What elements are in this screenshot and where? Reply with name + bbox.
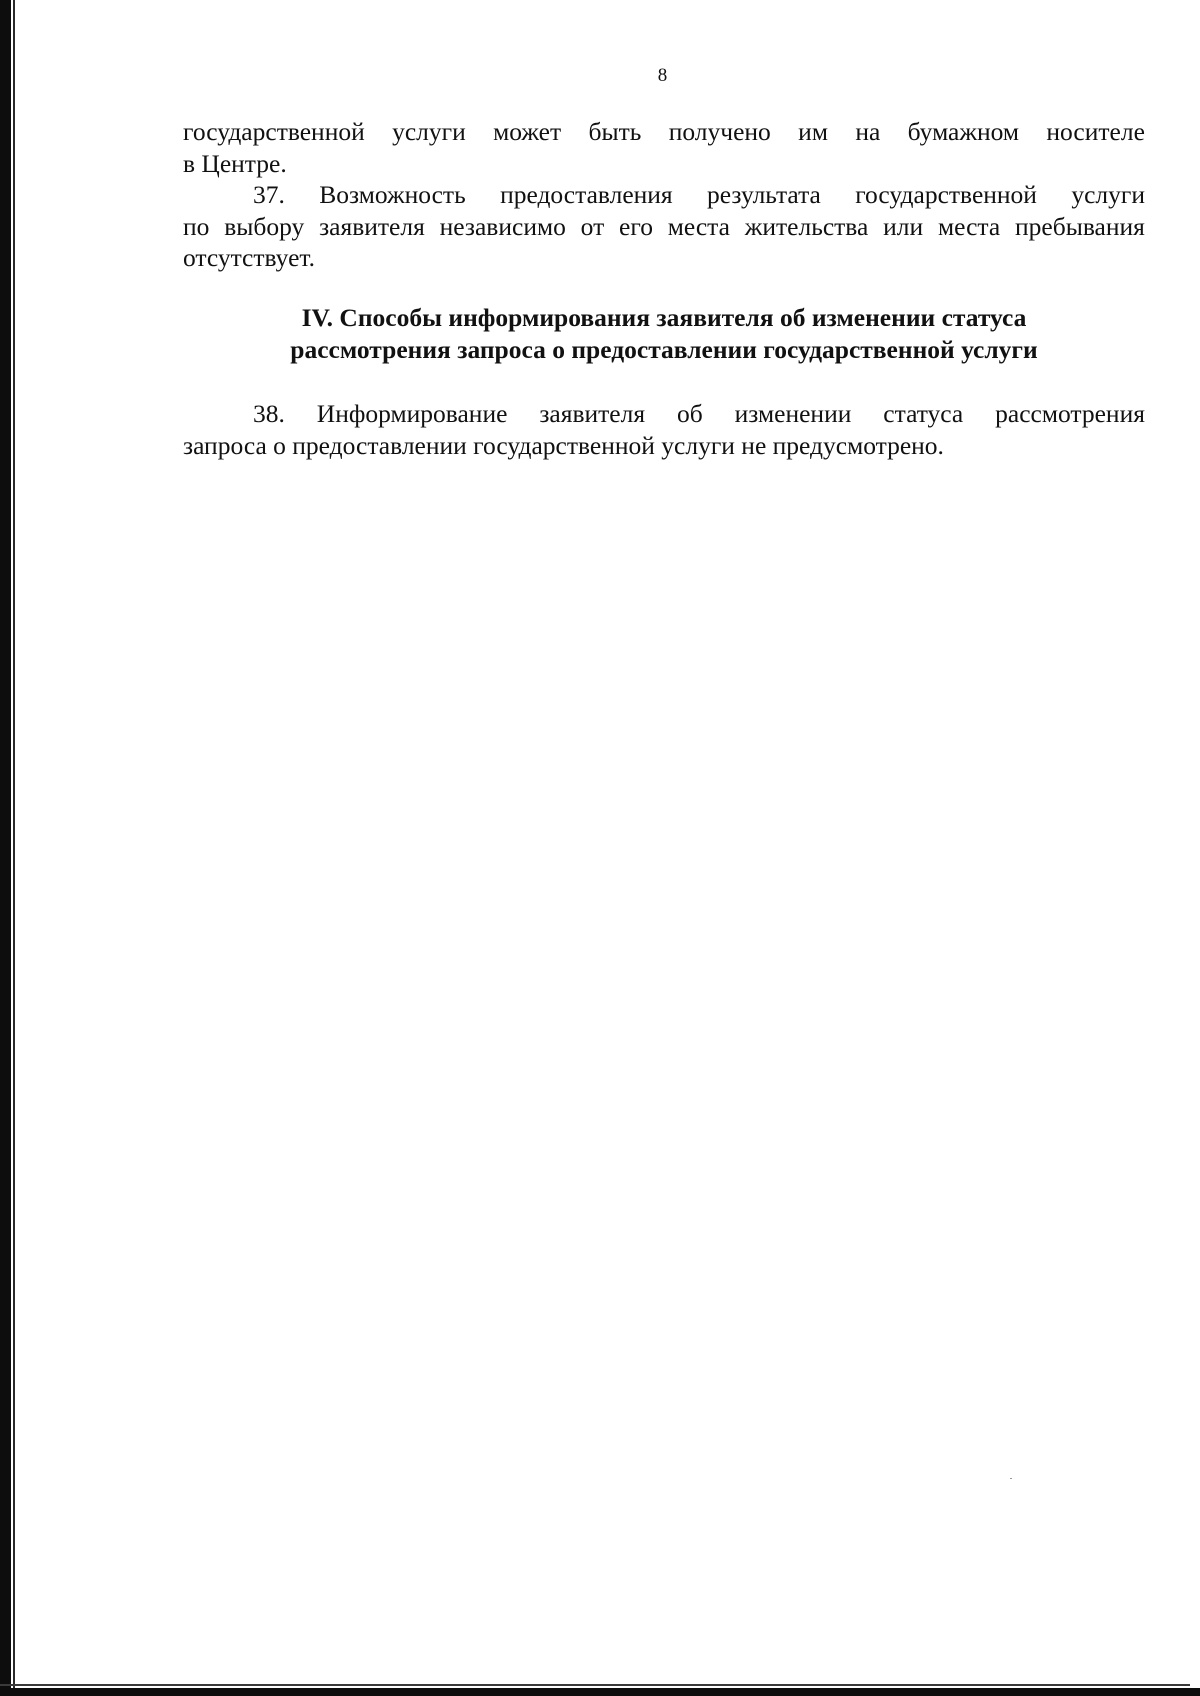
word: от xyxy=(580,211,605,241)
scan-border-left xyxy=(0,0,11,1696)
word: государственной xyxy=(855,180,1037,209)
word: 37. xyxy=(253,180,285,209)
scan-border-bottom xyxy=(0,1688,1200,1696)
word: бумажном xyxy=(907,117,1020,146)
heading-line: IV. Способы информирования заявителя об изменении статуса xyxy=(301,303,1027,332)
paragraph-continuation xyxy=(183,116,1145,179)
word: 38. xyxy=(253,399,285,428)
word: носителе xyxy=(1046,117,1145,146)
paragraph-line xyxy=(183,398,1145,430)
word: его xyxy=(619,211,653,241)
word: об xyxy=(677,399,703,428)
scan-border-left-inner xyxy=(13,0,15,1696)
word: пребывания xyxy=(1015,211,1145,241)
word: изменении xyxy=(734,399,852,428)
word: результата xyxy=(707,180,821,209)
paragraph-line: запроса о предоставлении государственной услуги не предусмотрено. xyxy=(183,430,944,460)
scan-speck xyxy=(1010,1478,1012,1479)
word: места xyxy=(938,211,1001,241)
word: рассмотрения xyxy=(995,399,1145,428)
word: может xyxy=(493,117,562,146)
paragraph-line: отсутствует. xyxy=(183,243,316,272)
page-number: 8 xyxy=(657,65,668,86)
word: заявителя xyxy=(539,399,646,428)
paragraph-38 xyxy=(183,398,1145,461)
word: получено xyxy=(668,117,771,146)
word: места xyxy=(667,211,730,241)
paragraph-37 xyxy=(183,179,1145,274)
word: на xyxy=(855,117,881,146)
word: государственной xyxy=(183,117,365,146)
word: по xyxy=(183,211,210,241)
word: предоставления xyxy=(500,180,673,209)
word: жительства xyxy=(744,211,869,241)
word: статуса xyxy=(883,399,964,428)
scan-border-bottom-inner xyxy=(0,1684,1190,1686)
word: быть xyxy=(588,117,642,146)
word: Возможность xyxy=(319,180,466,209)
word: Информирование xyxy=(316,399,508,428)
word: или xyxy=(883,211,924,241)
paragraph-line xyxy=(183,179,1145,211)
word: выбору xyxy=(224,211,305,241)
paragraph-line xyxy=(183,211,1145,243)
paragraph-line xyxy=(183,116,1145,148)
word: им xyxy=(798,117,828,146)
word: независимо xyxy=(439,211,566,241)
paragraph-line: в Центре. xyxy=(183,148,287,178)
word: заявителя xyxy=(319,211,425,241)
heading-line: рассмотрения запроса о предоставлении государственной услуги xyxy=(290,334,1038,364)
word: услуги xyxy=(392,117,466,146)
word: услуги xyxy=(1071,180,1145,209)
section-heading xyxy=(183,302,1145,365)
